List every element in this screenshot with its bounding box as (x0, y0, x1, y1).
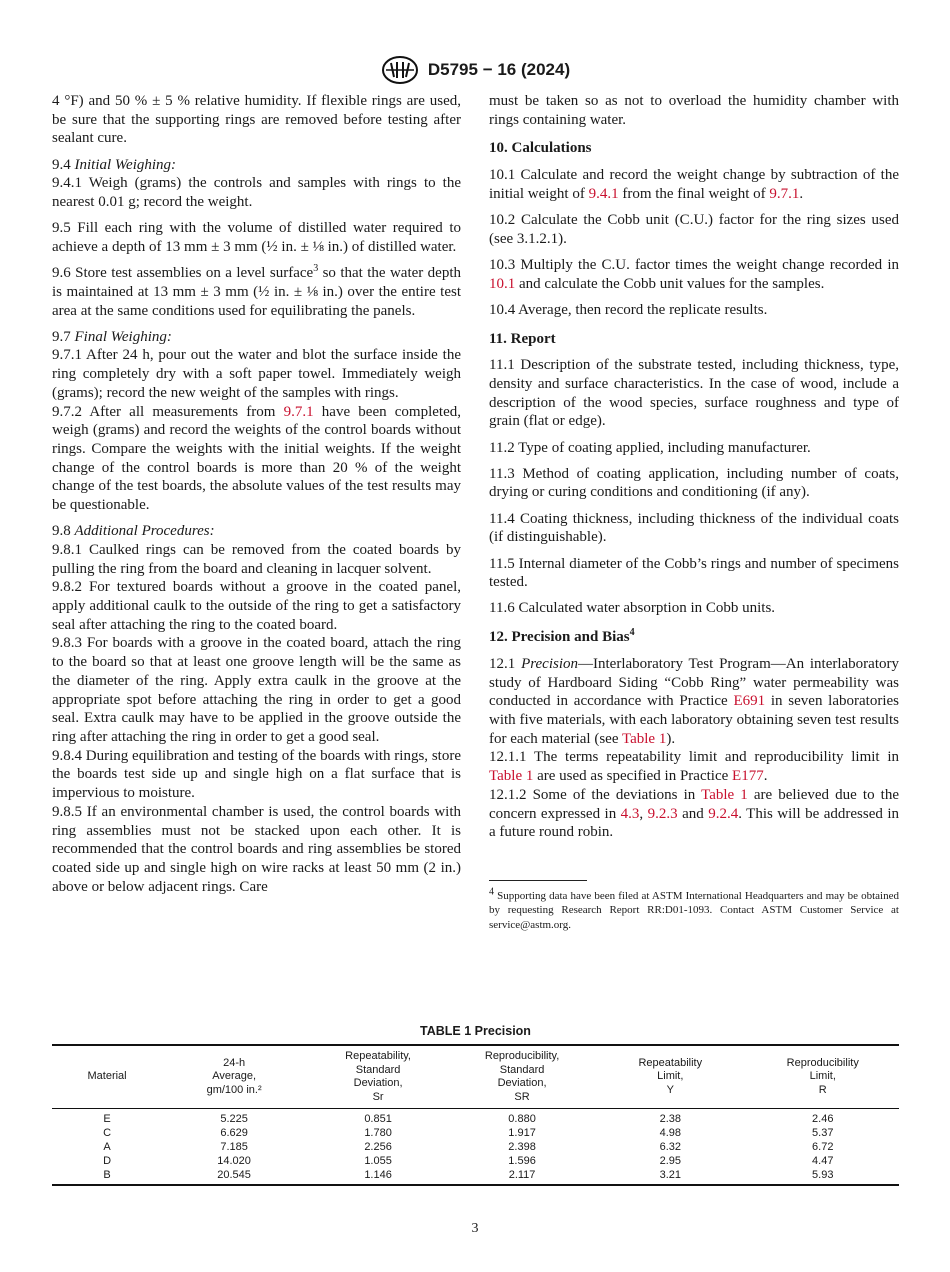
table-row (52, 1109, 899, 1127)
section-9-8-heading: 9.8 Additional Procedures: (52, 523, 215, 540)
section-11-2: 11.2 Type of coating applied, including manufacturer. (489, 439, 811, 456)
section-9-7-1: 9.7.1 After 24 h, pour out the water and blot the surface inside the ring completely dry with a soft paper towel. Immediately weigh (grams); record the new weight of the samples with rings. (52, 347, 461, 401)
section-9-7-2: 9.7.2 After all measurements from 9.7.1 have been completed, weigh (grams) and record the weights of the control boards without rings. Compare the weights with the initial weights. If the weight change of the control boards is more than 20 % of the weight change of the test boards, the absolute values of the test results may be questionable. (52, 403, 461, 514)
table-header-line: gm/100 in.² (206, 1083, 262, 1096)
table-cell: 1.055 (364, 1155, 392, 1167)
footnote-ref-3[interactable]: 3 (313, 263, 319, 275)
section-9-8-1: 9.8.1 Caulked rings can be removed from the coated boards by pulling the ring from the board and cleaning in lacquer solvent. (52, 541, 461, 577)
link-table-1[interactable]: Table 1 (621, 730, 667, 747)
astm-logo-icon (380, 54, 420, 86)
table-header-line: Y (666, 1083, 674, 1096)
table-cell: E (103, 1113, 111, 1125)
section-11-5: 11.5 Internal diameter of the Cobb’s rings and number of specimens tested. (489, 555, 899, 591)
table-cell: 4.98 (659, 1127, 681, 1139)
section-9-4-heading: 9.4 Initial Weighing: (52, 156, 177, 173)
section-9-4-1: 9.4.1 Weigh (grams) the controls and samples with rings to the nearest 0.01 g; record the weight. (52, 175, 461, 211)
table-cell: 14.020 (217, 1155, 251, 1167)
table-row (52, 1140, 899, 1154)
table-cell: 2.256 (364, 1141, 392, 1153)
table-cell: 5.225 (220, 1113, 248, 1125)
table-cell: 5.93 (812, 1169, 834, 1181)
table-cell: 3.21 (659, 1169, 681, 1181)
footnote-4: $^4$ Supporting data have been filed at ASTM International Headquarters and may be obtained by requesting Research Report RR:D01-1093. Contact ASTM Customer Service at service@astm.org. (489, 886, 899, 931)
table-header-line: 24-h (223, 1056, 246, 1069)
table-cell: 1.917 (508, 1127, 536, 1139)
table-row (52, 1168, 899, 1185)
table-cell: 0.880 (508, 1113, 536, 1125)
section-9-8-5: 9.8.5 If an environmental chamber is used, the control boards with ring assemblies must not be stacked upon each other. It is recommended that the control boards and ring assemblies be stored coated side up and single high on wire racks at least 50 mm (2 in.) above or below adjacent rings. Care (52, 803, 461, 895)
table-cell: 2.38 (659, 1113, 681, 1125)
table-cell: 0.851 (364, 1113, 392, 1125)
table-header-line: Limit, (657, 1070, 684, 1083)
table-cell: C (103, 1127, 112, 1139)
table-header-cell (450, 1045, 594, 1109)
table-header-line: Repeatability, (345, 1050, 411, 1062)
table-header-cell (306, 1045, 450, 1109)
table-header-line: Reproducibility, (484, 1050, 560, 1062)
paragraph-continuation: must be taken so as not to overload the humidity chamber with rings containing water. (489, 93, 899, 128)
table-cell: 7.185 (220, 1141, 248, 1153)
table-body (52, 1109, 899, 1186)
section-11-3: 11.3 Method of coating application, including number of coats, drying or curing conditions and conditioning (if any). (489, 465, 899, 501)
link-table-1[interactable]: Table 1 (701, 786, 748, 803)
table-cell: 2.117 (508, 1169, 536, 1181)
table-cell: 1.146 (364, 1169, 392, 1181)
table-cell: 2.398 (508, 1141, 536, 1153)
section-9-7-heading: 9.7 Final Weighing: (52, 328, 172, 345)
section-12-1-1: 12.1.1 The terms repeatability limit and reproducibility limit in Table 1 are used as specified in Practice E177. (489, 749, 899, 785)
table-title: TABLE 1 Precision (420, 1024, 531, 1038)
precision-table-container (52, 1024, 899, 1186)
table-cell: A (103, 1141, 111, 1153)
table-header-cell (52, 1045, 162, 1109)
table-cell: 1.596 (508, 1155, 536, 1167)
link-10-1[interactable]: 10.1 (489, 275, 516, 292)
table-row (52, 1126, 899, 1140)
section-10-4: 10.4 Average, then record the replicate results. (489, 301, 768, 318)
paragraph-continuation: 4 °F) and 50 % ± 5 % relative humidity. If flexible rings are used, be sure that the supporting rings are removed before testing after sealant cure. (52, 93, 461, 147)
table-row (52, 1154, 899, 1168)
footnote-ref-4[interactable]: 4 (629, 627, 635, 639)
table-cell: 6.32 (659, 1141, 681, 1153)
section-9-8-4: 9.8.4 During equilibration and testing of the boards with rings, store the boards test side up and single high on a flat surface that is impervious to moisture. (52, 747, 461, 802)
table-header-cell (162, 1045, 306, 1109)
section-11-4: 11.4 Coating thickness, including thickness of the individual coats (if distinguishable). (489, 510, 899, 546)
section-11-heading: 11. Report (489, 330, 556, 347)
table-cell: 6.629 (220, 1127, 248, 1139)
table-header-line: Material (87, 1070, 127, 1083)
left-column (52, 92, 461, 896)
section-10-2: 10.2 Calculate the Cobb unit (C.U.) factor for the ring sizes used (see 3.1.2.1). (489, 212, 899, 247)
table-header-line: R (818, 1083, 827, 1096)
link-9-7-1[interactable]: 9.7.1 (283, 403, 314, 420)
table-cell: 5.37 (812, 1127, 834, 1139)
right-column (489, 92, 899, 932)
section-12-1-2: 12.1.2 Some of the deviations in Table 1 are believed due to the concern expressed in 4.3, 9.2.3 and 9.2.4. This will be addressed in a future round robin. (489, 786, 899, 841)
section-12-1: 12.1 Precision—Interlaboratory Test Program—An interlaboratory study of Hardboard Siding “Cobb Ring” water permeability was conducted in accordance with Practice E691 in seven laboratories with five materials, with each laboratory obtaining seven test results for each material (see Table 1). (489, 655, 899, 747)
link-9-4-1[interactable]: 9.4.1 (588, 185, 619, 202)
table-header-line: SR (514, 1090, 530, 1103)
table-cell: 2.95 (659, 1155, 681, 1167)
section-9-6: 9.6 Store test assemblies on a level surface$^3$ so that the water depth is maintained at 13 mm ± 3 mm (½ in. ± ⅛ in.) over the entire test area at the same conditions used for equilibrating the panels. (52, 263, 462, 319)
link-9-2-4[interactable]: 9.2.4 (708, 805, 739, 822)
table-header-line: Deviation, (353, 1077, 403, 1089)
footnote-divider (489, 880, 587, 881)
table-header-line: Reproducibility (786, 1056, 859, 1069)
section-10-heading: 10. Calculations (489, 140, 592, 157)
link-e177[interactable]: E177 (732, 768, 764, 785)
table-header-row (52, 1045, 899, 1109)
section-11-1: 11.1 Description of the substrate tested, including thickness, type, density and surface characteristics. In the case of wood, include a description of the wood species, surface roughness and type of grain (flat or edge). (489, 357, 899, 430)
link-9-7-1[interactable]: 9.7.1 (769, 185, 800, 202)
table-header-cell (747, 1045, 899, 1109)
section-10-1: 10.1 Calculate and record the weight change by subtraction of the initial weight of 9.4.1 from the final weight of 9.7.1. (489, 167, 899, 202)
table-cell: 6.72 (812, 1141, 834, 1153)
table-header-cell (594, 1045, 746, 1109)
table-header-line: Standard (499, 1063, 545, 1076)
link-table-1[interactable]: Table 1 (489, 768, 534, 785)
section-9-8-2: 9.8.2 For textured boards without a groove in the coated panel, apply additional caulk to the outside of the ring to get a satisfactory seal after attaching the ring to the coated board. (52, 579, 461, 633)
section-12-heading: 12. Precision and Bias$^4$ (489, 627, 635, 646)
table-header-line: Repeatability (638, 1056, 703, 1069)
link-9-2-3[interactable]: 9.2.3 (647, 805, 678, 822)
precision-table (52, 1044, 899, 1186)
table-header-line: Deviation, (497, 1077, 547, 1089)
document-id: D5795 − 16 (2024) (427, 60, 571, 79)
link-e691[interactable]: E691 (733, 693, 766, 710)
section-11-6: 11.6 Calculated water absorption in Cobb units. (489, 600, 776, 617)
table-cell: D (103, 1155, 112, 1167)
section-10-3: 10.3 Multiply the C.U. factor times the weight change recorded in 10.1 and calculate the Cobb unit values for the samples. (489, 256, 899, 292)
table-header-line: Sr (372, 1090, 384, 1103)
table-cell: B (103, 1169, 111, 1181)
page-number: 3 (471, 1221, 479, 1236)
table-cell: 2.46 (812, 1113, 834, 1125)
page-header (0, 52, 950, 88)
table-header-line: Limit, (809, 1070, 836, 1083)
link-4-3[interactable]: 4.3 (620, 805, 640, 822)
table-cell: 4.47 (812, 1155, 834, 1167)
table-cell: 20.545 (217, 1169, 251, 1181)
table-header-line: Standard (355, 1063, 401, 1076)
table-header-line: Average, (212, 1070, 257, 1083)
section-9-5: 9.5 Fill each ring with the volume of distilled water required to achieve a depth of 13 mm ± 3 mm (½ in. ± ⅛ in.) of distilled water. (52, 220, 461, 255)
section-9-8-3: 9.8.3 For boards with a groove in the coated board, attach the ring to the board so that at least one groove length will be the same as the diameter of the ring. Apply extra caulk in the groove at the appropriate spot before attaching the ring in order to get a good seal. Extra caulk may have to be applied in the groove outside the ring after attaching the ring in order to get a good seal. (52, 635, 461, 745)
table-cell: 1.780 (364, 1127, 392, 1139)
